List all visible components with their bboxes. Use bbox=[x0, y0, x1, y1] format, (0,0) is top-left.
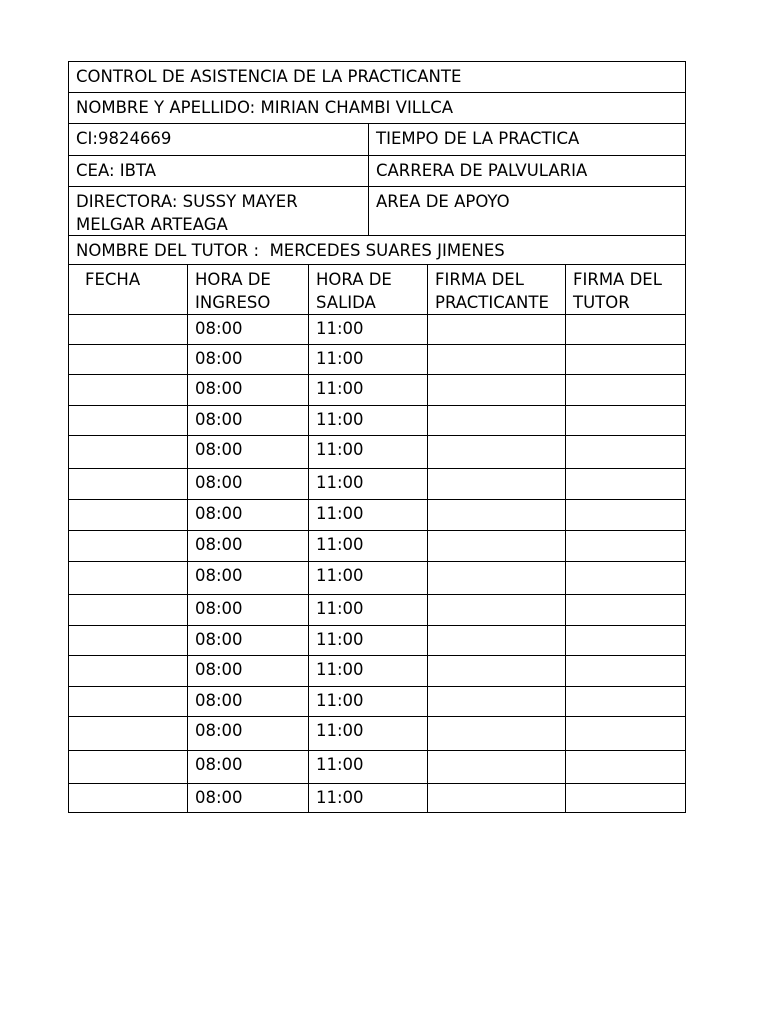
date-cell[interactable] bbox=[68, 783, 187, 813]
student-signature-cell[interactable] bbox=[427, 435, 565, 468]
check-in-time-cell: 08:00 bbox=[187, 405, 308, 435]
document-title: CONTROL DE ASISTENCIA DE LA PRACTICANTE bbox=[68, 61, 686, 92]
check-in-time-cell: 08:00 bbox=[187, 594, 308, 625]
student-signature-cell[interactable] bbox=[427, 468, 565, 499]
date-cell[interactable] bbox=[68, 344, 187, 374]
student-signature-cell[interactable] bbox=[427, 344, 565, 374]
student-signature-cell[interactable] bbox=[427, 561, 565, 594]
check-out-time-cell: 11:00 bbox=[308, 716, 427, 750]
date-cell[interactable] bbox=[68, 405, 187, 435]
check-in-time-cell: 08:00 bbox=[187, 655, 308, 686]
date-cell[interactable] bbox=[68, 561, 187, 594]
check-out-time-cell: 11:00 bbox=[308, 314, 427, 344]
date-cell[interactable] bbox=[68, 655, 187, 686]
check-out-time-cell: 11:00 bbox=[308, 783, 427, 813]
career-field: CARRERA DE PALVULARIA bbox=[368, 155, 686, 186]
student-signature-cell[interactable] bbox=[427, 530, 565, 561]
tutor-signature-cell[interactable] bbox=[565, 314, 686, 344]
check-in-time-cell: 08:00 bbox=[187, 314, 308, 344]
cea-field: CEA: IBTA bbox=[68, 155, 368, 186]
check-out-time-cell: 11:00 bbox=[308, 468, 427, 499]
check-out-time-cell: 11:00 bbox=[308, 435, 427, 468]
tutor-signature-cell[interactable] bbox=[565, 405, 686, 435]
student-signature-cell[interactable] bbox=[427, 374, 565, 405]
student-signature-cell[interactable] bbox=[427, 314, 565, 344]
column-header-hora-ingreso: HORA DE INGRESO bbox=[187, 264, 308, 314]
director-field: DIRECTORA: SUSSY MAYER MELGAR ARTEAGA bbox=[68, 186, 368, 235]
date-cell[interactable] bbox=[68, 314, 187, 344]
tutor-signature-cell[interactable] bbox=[565, 468, 686, 499]
date-cell[interactable] bbox=[68, 625, 187, 655]
check-out-time-cell: 11:00 bbox=[308, 655, 427, 686]
check-out-time-cell: 11:00 bbox=[308, 750, 427, 783]
student-signature-cell[interactable] bbox=[427, 783, 565, 813]
tutor-signature-cell[interactable] bbox=[565, 716, 686, 750]
tutor-signature-cell[interactable] bbox=[565, 783, 686, 813]
tutor-signature-cell[interactable] bbox=[565, 344, 686, 374]
column-header-hora-salida: HORA DE SALIDA bbox=[308, 264, 427, 314]
tutor-signature-cell[interactable] bbox=[565, 499, 686, 530]
check-in-time-cell: 08:00 bbox=[187, 783, 308, 813]
check-in-time-cell: 08:00 bbox=[187, 625, 308, 655]
date-cell[interactable] bbox=[68, 686, 187, 716]
date-cell[interactable] bbox=[68, 499, 187, 530]
check-in-time-cell: 08:00 bbox=[187, 716, 308, 750]
check-out-time-cell: 11:00 bbox=[308, 405, 427, 435]
student-signature-cell[interactable] bbox=[427, 499, 565, 530]
tutor-name: NOMBRE DEL TUTOR : MERCEDES SUARES JIMENES bbox=[68, 235, 686, 264]
student-signature-cell[interactable] bbox=[427, 405, 565, 435]
student-signature-cell[interactable] bbox=[427, 716, 565, 750]
check-out-time-cell: 11:00 bbox=[308, 374, 427, 405]
tutor-signature-cell[interactable] bbox=[565, 435, 686, 468]
student-signature-cell[interactable] bbox=[427, 625, 565, 655]
check-out-time-cell: 11:00 bbox=[308, 344, 427, 374]
date-cell[interactable] bbox=[68, 435, 187, 468]
check-in-time-cell: 08:00 bbox=[187, 435, 308, 468]
tutor-signature-cell[interactable] bbox=[565, 655, 686, 686]
practice-duration: TIEMPO DE LA PRACTICA bbox=[368, 123, 686, 155]
tutor-signature-cell[interactable] bbox=[565, 750, 686, 783]
date-cell[interactable] bbox=[68, 716, 187, 750]
check-out-time-cell: 11:00 bbox=[308, 594, 427, 625]
check-in-time-cell: 08:00 bbox=[187, 499, 308, 530]
student-signature-cell[interactable] bbox=[427, 655, 565, 686]
date-cell[interactable] bbox=[68, 374, 187, 405]
tutor-signature-cell[interactable] bbox=[565, 625, 686, 655]
check-out-time-cell: 11:00 bbox=[308, 625, 427, 655]
column-header-firma-practicante: FIRMA DEL PRACTICANTE bbox=[427, 264, 565, 314]
check-in-time-cell: 08:00 bbox=[187, 530, 308, 561]
tutor-signature-cell[interactable] bbox=[565, 686, 686, 716]
check-in-time-cell: 08:00 bbox=[187, 686, 308, 716]
tutor-signature-cell[interactable] bbox=[565, 594, 686, 625]
check-in-time-cell: 08:00 bbox=[187, 468, 308, 499]
check-out-time-cell: 11:00 bbox=[308, 499, 427, 530]
tutor-signature-cell[interactable] bbox=[565, 561, 686, 594]
check-in-time-cell: 08:00 bbox=[187, 750, 308, 783]
check-in-time-cell: 08:00 bbox=[187, 374, 308, 405]
student-ci: CI:9824669 bbox=[68, 123, 368, 155]
student-signature-cell[interactable] bbox=[427, 594, 565, 625]
date-cell[interactable] bbox=[68, 750, 187, 783]
tutor-signature-cell[interactable] bbox=[565, 374, 686, 405]
column-header-firma-tutor: FIRMA DEL TUTOR bbox=[565, 264, 686, 314]
student-name: NOMBRE Y APELLIDO: MIRIAN CHAMBI VILLCA bbox=[68, 92, 686, 123]
date-cell[interactable] bbox=[68, 530, 187, 561]
date-cell[interactable] bbox=[68, 594, 187, 625]
check-out-time-cell: 11:00 bbox=[308, 686, 427, 716]
student-signature-cell[interactable] bbox=[427, 686, 565, 716]
date-cell[interactable] bbox=[68, 468, 187, 499]
check-out-time-cell: 11:00 bbox=[308, 530, 427, 561]
tutor-signature-cell[interactable] bbox=[565, 530, 686, 561]
support-area-field: AREA DE APOYO bbox=[368, 186, 686, 235]
check-in-time-cell: 08:00 bbox=[187, 344, 308, 374]
check-in-time-cell: 08:00 bbox=[187, 561, 308, 594]
check-out-time-cell: 11:00 bbox=[308, 561, 427, 594]
column-header-fecha: FECHA bbox=[68, 264, 187, 314]
student-signature-cell[interactable] bbox=[427, 750, 565, 783]
